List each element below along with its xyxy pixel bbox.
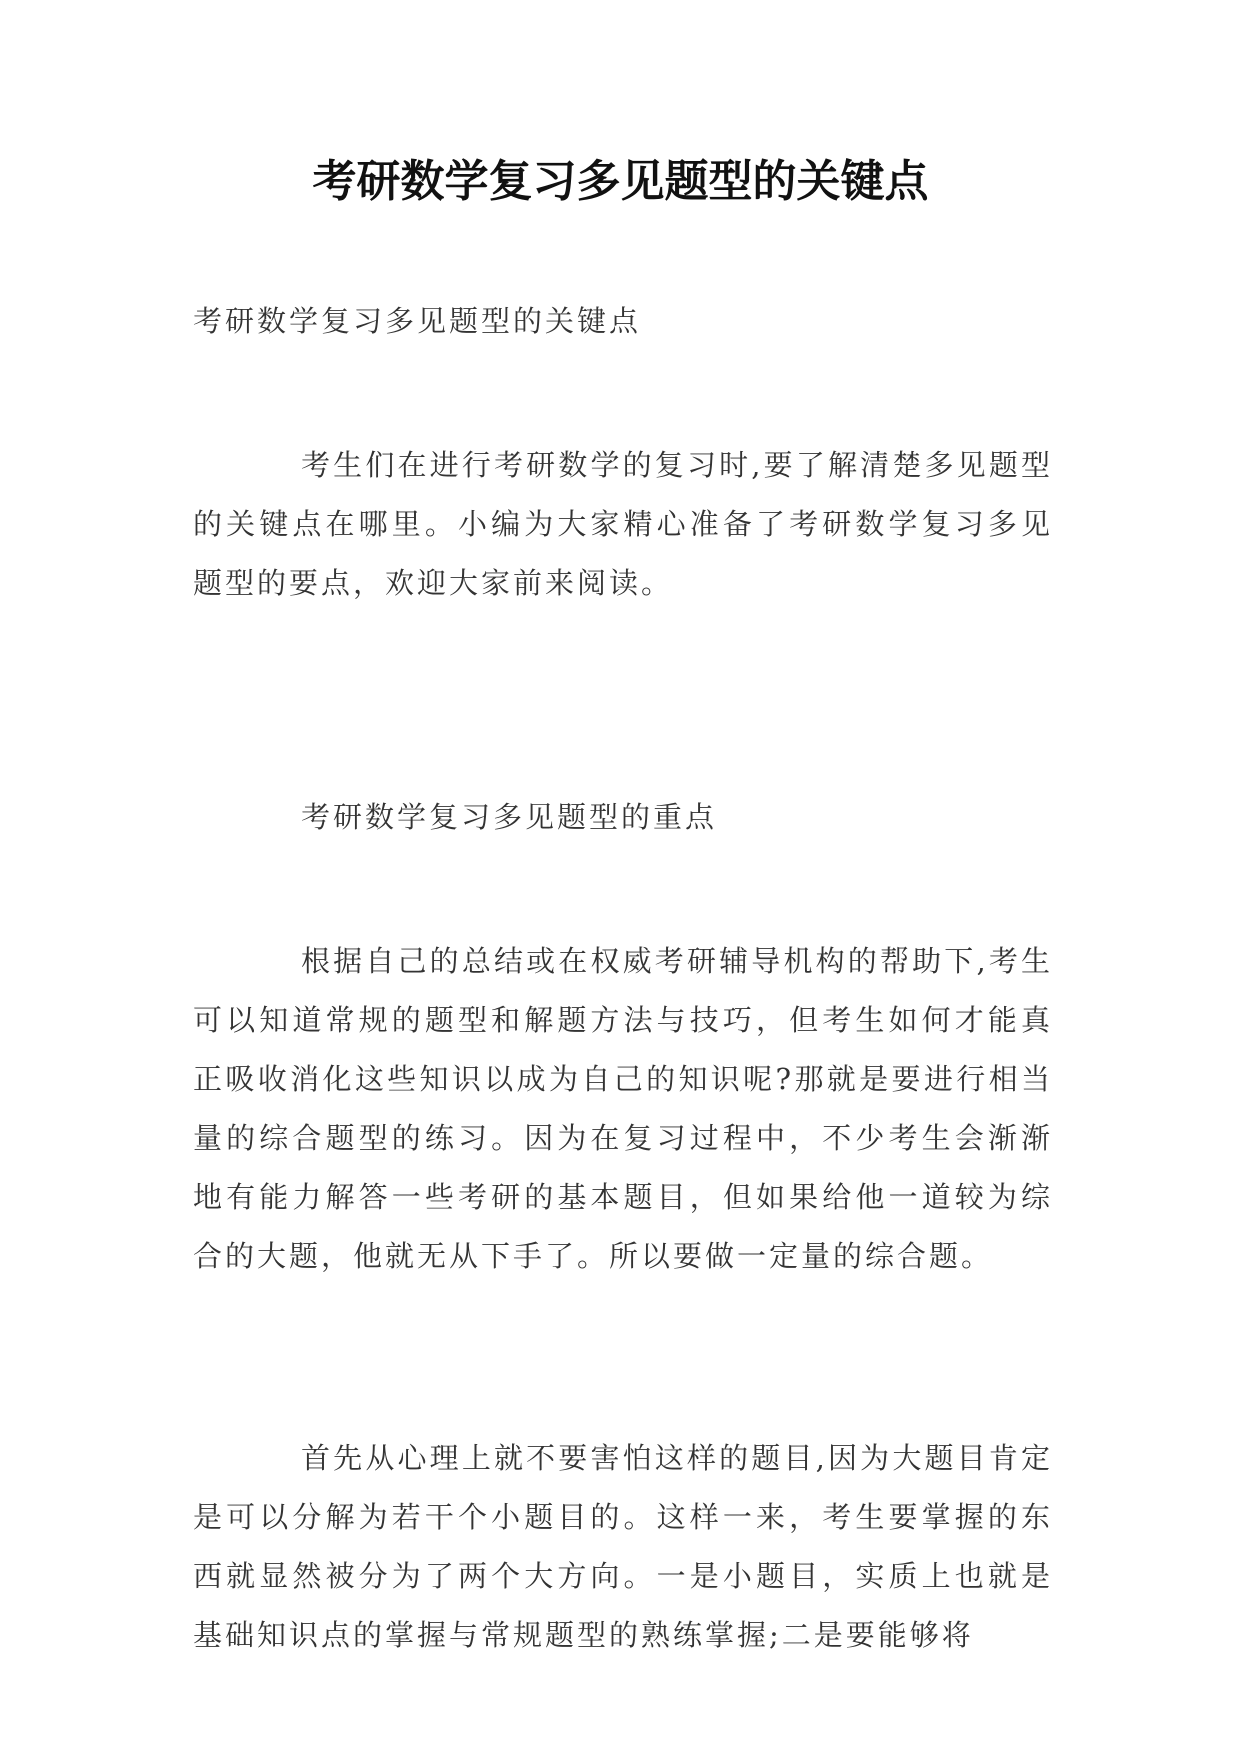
document-title: 考研数学复习多见题型的关键点: [312, 156, 929, 207]
document-body: [193, 292, 1053, 1665]
subtitle-paragraph: 考研数学复习多见题型的关键点: [193, 304, 642, 338]
section-heading: 考研数学复习多见题型的重点: [301, 800, 718, 834]
body-paragraph: 根据自己的总结或在权威考研辅导机构的帮助下,考生可以知道常规的题型和解题方法与技巧，但考生如何才能真正吸收消化这些知识以成为自己的知识呢?那就是要进行相当量的综合题型的练习。因为在复习过程中，不少考生会渐渐地有能力解答一些考研的基本题目，但如果给他一道较为综合的大题，他就无从下手了。所以要做一定量的综合题。: [193, 944, 1053, 1273]
body-paragraph: 首先从心理上就不要害怕这样的题目,因为大题目肯定是可以分解为若干个小题目的。这样一来，考生要掌握的东西就显然被分为了两个大方向。一是小题目，实质上也就是基础知识点的掌握与常规题型的熟练掌握;二是要能够将: [193, 1441, 1053, 1652]
intro-paragraph: 考生们在进行考研数学的复习时,要了解清楚多见题型的关键点在哪里。小编为大家精心准备了考研数学复习多见题型的要点，欢迎大家前来阅读。: [193, 448, 1053, 600]
